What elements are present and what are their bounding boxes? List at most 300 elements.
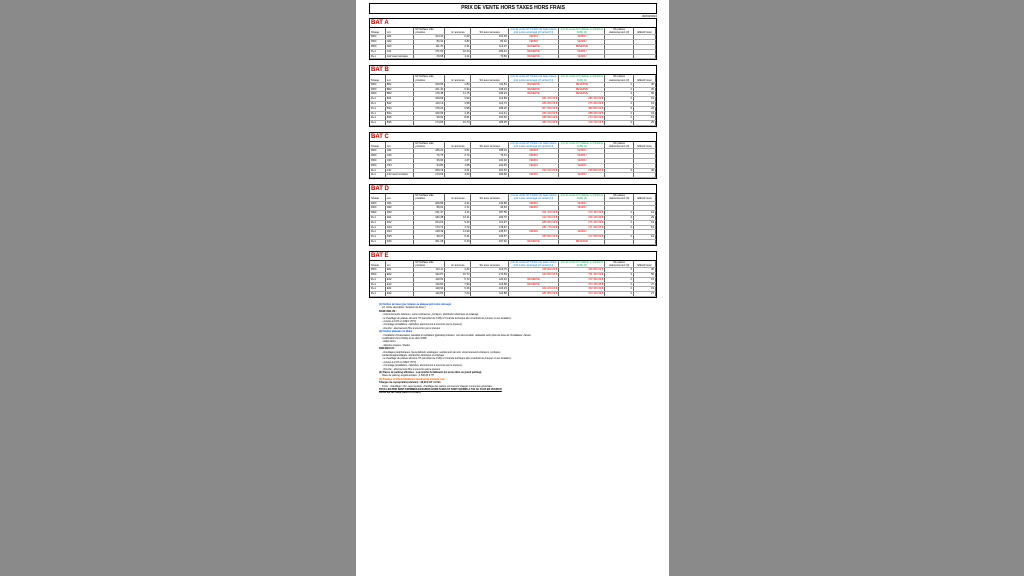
table-cell: 135,57 <box>471 230 508 235</box>
table-cell: R+1 <box>370 173 385 178</box>
table-cell: VENDU <box>508 40 559 45</box>
table-cell <box>605 239 634 244</box>
table-cell: 2 <box>605 82 634 87</box>
table-cell: 19 <box>633 287 655 292</box>
table-cell: 335 600,00 € <box>508 268 559 273</box>
table-cell: B14 <box>385 111 414 116</box>
table-cell: RÉSERVÉ <box>508 282 559 287</box>
table-cell: 2 <box>605 220 634 225</box>
table-cell: D13 <box>385 225 414 230</box>
table-cell: 193,70 <box>471 215 508 220</box>
table-cell: 74,43 <box>471 154 508 159</box>
table-cell: 27 <box>633 282 655 287</box>
building-title: BAT D <box>370 185 656 194</box>
table-cell: E12 <box>385 277 414 282</box>
table-cell: 11,75 <box>445 92 471 97</box>
table-cell: R+1 <box>370 168 385 173</box>
table-cell: D12 <box>385 220 414 225</box>
building-title: BAT E <box>370 252 656 261</box>
table-cell: 6,94 <box>445 87 471 92</box>
table-cell: RDC <box>370 272 385 277</box>
column-header: prix de vente HT plateau nu (finitions CHS) (2) <box>560 28 603 35</box>
table-cell: 4,64 <box>445 268 471 273</box>
table-cell: RDC <box>370 206 385 211</box>
table-cell: C03 <box>385 158 414 163</box>
table-cell: 2 <box>605 277 634 282</box>
table-cell: 50 <box>633 92 655 97</box>
table-cell: 276 400,00 € <box>559 220 605 225</box>
note-line: FRAIS DE NOTAIRE REDUITS (UNIS) <box>379 391 421 395</box>
table-cell: 110,14 <box>414 101 445 106</box>
table-cell: R+1 <box>370 235 385 240</box>
table-header-row <box>370 75 656 82</box>
table-cell: 7,04 <box>445 292 471 297</box>
price-table <box>370 75 656 126</box>
table-cell: 27 <box>633 292 655 297</box>
column-header: m² annexes <box>445 142 471 149</box>
table-cell: 289 000,00 € <box>508 220 559 225</box>
table-row <box>370 54 656 59</box>
table-cell: 238 800,00 € <box>559 168 605 173</box>
column-header: Niveau <box>370 28 385 35</box>
column-header: m² annexes <box>445 75 471 82</box>
table-cell: 332 300,00 € <box>559 287 605 292</box>
table-cell: 187,59 <box>471 211 508 216</box>
note-line: BASE INCLUS : <box>379 309 397 313</box>
table-cell: E13 <box>385 282 414 287</box>
table-cell: 4 <box>605 215 634 220</box>
table-cell: 339 100,00 € <box>508 168 559 173</box>
table-cell: VENDU <box>508 154 559 159</box>
table-cell: 114,72 <box>471 101 508 106</box>
column-header: Effectif maxi <box>633 194 655 201</box>
table-cell: 113,89 <box>471 97 508 102</box>
table-cell: 19 <box>633 116 655 121</box>
table-cell: RÉSERVÉ <box>508 54 559 59</box>
table-cell: 6,72 <box>445 277 471 282</box>
table-cell: 2,31 <box>445 45 471 50</box>
table-cell: A01 <box>385 35 414 40</box>
table-cell: 30 <box>633 87 655 92</box>
table-cell: RDC <box>370 35 385 40</box>
table-cell: 162,87 <box>414 272 445 277</box>
table-cell: 29 <box>633 121 655 126</box>
table-cell: R+1 <box>370 220 385 225</box>
table-cell: 261 100,00 € <box>508 211 559 216</box>
table-cell: 109,96 <box>414 97 445 102</box>
table-cell: RDC <box>370 45 385 50</box>
table-cell: 382 100,00 € <box>508 121 559 126</box>
table-cell: VENDU <box>559 54 605 59</box>
table-cell: 231,47 <box>414 211 445 216</box>
table-cell: VENDU <box>559 206 605 211</box>
table-cell: 176,22 <box>414 106 445 111</box>
table-cell: 19 <box>633 97 655 102</box>
table-cell: 326 800,00 € <box>559 268 605 273</box>
table-cell: 318 100,00 € <box>559 215 605 220</box>
table-cell: 182,23 <box>471 92 508 97</box>
table-cell: 4,63 <box>445 173 471 178</box>
table-cell: 116,68 <box>471 282 508 287</box>
table-cell: 186,20 <box>471 106 508 111</box>
table-cell: 6,16 <box>445 287 471 292</box>
table-cell: VENDU <box>559 154 605 159</box>
table-cell: VENDU <box>559 49 605 54</box>
note-line: (cf. notice descriptive "livraison de base") <box>382 306 426 310</box>
column-header: Effectif maxi <box>633 75 655 82</box>
table-cell: 19 <box>633 225 655 230</box>
table-cell: 10,73 <box>445 121 471 126</box>
note-line: TOUS LES PRIX SONT EXPRIMÉS EN EUROS HORS TAXES ET SONT SOUMIS A TVA AU TAUX EN VIGUEUR <box>379 388 502 392</box>
table-cell: 3,82 <box>445 40 471 45</box>
table-cell: 3 <box>605 268 634 273</box>
table-cell: 72,75 <box>414 154 445 159</box>
note-line: - Dalle béton <box>382 340 396 344</box>
table-cell: 281 770,00 € <box>508 225 559 230</box>
table-cell: 286 600,00 € <box>508 116 559 121</box>
note-line: NON INCLUS : <box>379 347 396 351</box>
table-cell: VENDU <box>559 230 605 235</box>
table-cell: 4,58 <box>445 101 471 106</box>
table-cell <box>633 54 655 59</box>
table-cell: D01 <box>385 201 414 206</box>
table-cell: 209,16 <box>414 168 445 173</box>
table-cell: RÉSERVÉ <box>508 45 559 50</box>
table-header-row <box>370 194 656 201</box>
table-cell: B13 <box>385 106 414 111</box>
table-cell: 19 <box>633 220 655 225</box>
table-cell: 483 800,00 € <box>559 106 605 111</box>
table-cell: R+1 <box>370 239 385 244</box>
table-cell: RÉSERVÉ <box>559 92 605 97</box>
column-header: Nb places stationnement (3) <box>605 194 634 201</box>
table-cell <box>633 173 655 178</box>
table-cell: 344 100,00 € <box>508 287 559 292</box>
table-cell: 4,11 <box>445 211 471 216</box>
column-header: prix de vente HT plateau nu (finitions CHS) (2) <box>560 194 603 201</box>
column-header: SU avec annexes <box>471 194 508 201</box>
table-cell: 19 <box>633 101 655 106</box>
table-cell: 114,41 <box>471 111 508 116</box>
note-line: - Comptage (installation, individuel, abonnement à souscrire par le preneur) <box>382 364 462 368</box>
building-block <box>369 65 657 127</box>
column-header: Lot <box>385 261 414 268</box>
column-header: m² annexes <box>445 194 471 201</box>
column-header: Effectif maxi <box>633 261 655 268</box>
note-line: - Installation d'évaporateur standard et ventilation (gainable) intérieur, non découvrable, réalisable selon plan de base de l'installateur, faisant <box>382 333 531 337</box>
table-cell: 272 300,00 € <box>559 235 605 240</box>
table-cell <box>633 239 655 244</box>
table-cell: 182,38 <box>414 215 445 220</box>
table-cell: 19 <box>633 111 655 116</box>
table-cell: R+1 <box>370 292 385 297</box>
table-cell: 373 100,00 € <box>559 282 605 287</box>
table-cell: 11,93 <box>445 230 471 235</box>
column-header: M² Surface utile privative <box>414 142 445 149</box>
table-cell: C12 avec terrasse <box>385 173 414 178</box>
table-header-row <box>370 142 656 149</box>
table-cell: 2 <box>605 235 634 240</box>
building-block <box>369 18 657 60</box>
price-table <box>370 28 656 59</box>
table-row <box>370 292 656 297</box>
building-title: BAT B <box>370 66 656 75</box>
table-cell: 2 <box>605 116 634 121</box>
table-cell: D02 <box>385 206 414 211</box>
table-cell: 270 100,00 € <box>559 211 605 216</box>
table-cell: 2 <box>605 292 634 297</box>
table-cell: VENDU <box>559 163 605 168</box>
table-cell: 2 <box>605 225 634 230</box>
table-cell: 201,28 <box>414 239 445 244</box>
column-header: Lot <box>385 142 414 149</box>
table-cell: RÉSERVÉ <box>508 92 559 97</box>
table-cell: 109,96 <box>414 111 445 116</box>
table-cell: 101,40 <box>414 87 445 92</box>
table-cell: 50 <box>633 272 655 277</box>
table-cell: 73,80 <box>471 54 508 59</box>
table-cell: B02 <box>385 87 414 92</box>
column-header: Effectif maxi <box>633 142 655 149</box>
note-line: - Doublages périphériques, faux-plafonds, éclairages, revêtements de sols, cloisonnements intérieurs, portiques, <box>382 350 501 354</box>
table-cell: 126,23 <box>471 287 508 292</box>
table-cell: 0,42 <box>445 35 471 40</box>
table-cell: 3,51 <box>445 149 471 154</box>
note-line: Place de parking supplémentaire : 4 500,00 € HT <box>382 374 434 378</box>
column-header: prix de vente HT Finition de base toiture prêt à être aménagé (cf verbal (1)) <box>508 261 559 268</box>
table-cell: 4,11 <box>445 54 471 59</box>
table-cell: VENDU <box>508 230 559 235</box>
column-header: m² annexes <box>445 28 471 35</box>
table-cell: R+1 <box>370 49 385 54</box>
column-header: SU avec annexes <box>471 142 508 149</box>
note-line: modification (hors fluide) d'une demi-PMR <box>382 336 427 340</box>
table-cell: RDC <box>370 92 385 97</box>
table-cell: 280 900,00 € <box>508 235 559 240</box>
table-cell: 8,61 <box>445 116 471 121</box>
table-cell: 1,08 <box>445 163 471 168</box>
table-cell: 2,74 <box>445 154 471 159</box>
table-cell: 69,68 <box>414 54 445 59</box>
table-cell: 5,43 <box>445 220 471 225</box>
table-cell: C11 <box>385 168 414 173</box>
table-row <box>370 239 656 244</box>
table-cell: R+1 <box>370 287 385 292</box>
column-header: prix de vente HT Finition de base toiture prêt à être aménagé (cf verbal (1)) <box>508 194 559 201</box>
table-cell: 174,86 <box>414 121 445 126</box>
table-cell: D14 <box>385 230 414 235</box>
table-cell: A12 avec terrasse <box>385 54 414 59</box>
table-cell: R+1 <box>370 106 385 111</box>
column-header: Lot <box>385 194 414 201</box>
table-cell: E01 <box>385 268 414 273</box>
table-cell: RDC <box>370 40 385 45</box>
table-cell: VENDU <box>508 158 559 163</box>
table-cell: VENDU <box>508 201 559 206</box>
table-cell: D16 <box>385 239 414 244</box>
table-cell: B15 <box>385 116 414 121</box>
table-cell: 2 <box>605 211 634 216</box>
table-cell: E21 <box>385 287 414 292</box>
table-cell: 281 800,00 € <box>508 292 559 297</box>
column-header: M² Surface utile privative <box>414 261 445 268</box>
note-line: (3) Places de parking affectées : à proximité du bâtiment (en accès libre ou grand parking) <box>379 371 482 375</box>
column-header: Niveau <box>370 194 385 201</box>
table-cell: 116,88 <box>471 292 508 297</box>
table-cell: VENDU <box>508 206 559 211</box>
table-cell: 373 100,00 € <box>559 292 605 297</box>
table-cell: 2 <box>605 101 634 106</box>
table-cell: 108,34 <box>471 87 508 92</box>
table-cell: 209,85 <box>414 201 445 206</box>
table-cell: D11 <box>385 215 414 220</box>
table-cell: 3 <box>605 106 634 111</box>
table-cell: VENDU <box>508 173 559 178</box>
table-cell: R+1 <box>370 225 385 230</box>
table-cell: 10,14 <box>445 49 471 54</box>
table-cell: RDC <box>370 82 385 87</box>
table-cell: A02 <box>385 40 414 45</box>
table-cell: 2 <box>605 97 634 102</box>
table-cell: 10,73 <box>445 272 471 277</box>
column-header: M² Surface utile privative <box>414 28 445 35</box>
table-cell: E22 <box>385 292 414 297</box>
table-cell: 29 <box>633 215 655 220</box>
table-cell: RÉSERVÉ <box>559 87 605 92</box>
table-cell: RDC <box>370 211 385 216</box>
column-header: prix de vente HT Finition de base toiture prêt à être aménagé (cf verbal (1)) <box>508 28 559 35</box>
table-cell: C04 <box>385 163 414 168</box>
note-line: - Comptage (installation, individuel, abonnement à souscrire par le preneur) <box>382 323 462 327</box>
column-header: SU avec annexes <box>471 28 508 35</box>
table-cell: 201,57 <box>471 168 508 173</box>
table-cell: 173,59 <box>471 272 508 277</box>
column-header: Lot <box>385 75 414 82</box>
building-block <box>369 132 657 179</box>
note-line: Inclus : chauffage / clim, taxe foncière, chauffage des parties communes/ charges communes générales <box>382 384 492 388</box>
table-cell: 94,80 <box>414 163 445 168</box>
table-cell: 101,02 <box>471 158 508 163</box>
table-cell: 113,07 <box>471 45 508 50</box>
table-cell: 29 <box>633 106 655 111</box>
column-header: prix de vente HT plateau nu (finitions CHS) (2) <box>560 141 603 149</box>
table-cell: 116,84 <box>414 292 445 297</box>
table-cell: VENDU <box>559 158 605 163</box>
table-cell: 104,42 <box>414 35 445 40</box>
table-cell: B03 <box>385 92 414 97</box>
table-cell: 213,86 <box>471 201 508 206</box>
table-cell: D15 <box>385 235 414 240</box>
note-line: Charges de copropriété (estimées) : 28,90 € HT / m²/an <box>379 381 441 385</box>
table-cell: VENDU <box>559 173 605 178</box>
table-cell: 2 <box>605 87 634 92</box>
table-cell: 288 200,00 € <box>559 111 605 116</box>
table-cell: RDC <box>370 163 385 168</box>
table-cell: 197,92 <box>471 239 508 244</box>
table-cell: 3,93 <box>445 97 471 102</box>
table-cell: 109,96 <box>414 82 445 87</box>
table-cell: 276 300,00 € <box>559 101 605 106</box>
table-cell: 185,20 <box>414 149 445 154</box>
column-header: SU avec annexes <box>471 75 508 82</box>
column-header: Nb places stationnement (3) <box>605 28 634 35</box>
table-cell <box>605 173 634 178</box>
table-cell: 94,63 <box>471 206 508 211</box>
note-line: - le chauffage du plateau dessiné HT (aérothermie CVR) et Contrôle technique dès à l'activité du preneur et ses locataires <box>382 316 511 320</box>
table-cell: VENDU <box>508 35 559 40</box>
notes-section <box>369 303 657 395</box>
table-cell: 174,09 <box>414 173 445 178</box>
table-cell: 116,84 <box>414 282 445 287</box>
table-cell: R+1 <box>370 121 385 126</box>
column-header: Nb places stationnement (3) <box>605 75 634 82</box>
table-cell: 99,27 <box>414 235 445 240</box>
table-cell: VENDU <box>508 149 559 154</box>
table-cell: 19 <box>633 211 655 216</box>
table-cell: 30 <box>633 268 655 273</box>
table-cell: 30 <box>633 168 655 173</box>
note-line: - Douche : abonnement fibre à souscrire par le preneur <box>382 367 441 371</box>
table-cell: 2 <box>605 287 634 292</box>
table-cell: 2 <box>605 282 634 287</box>
table-cell: 280 000,00 € <box>508 101 559 106</box>
note-line: - le chauffage du plateau dessiné HT (aérothermie CVR) et Contrôle technique dès à l'activité du preneur et ses locataires <box>382 357 511 361</box>
table-cell: 178,97 <box>471 225 508 230</box>
table-cell: RÉSERVÉ <box>559 82 605 87</box>
table-cell: 110,97 <box>471 220 508 225</box>
document-title: PRIX DE VENTE HORS TAXES HORS FRAIS <box>369 3 657 14</box>
column-header: Niveau <box>370 261 385 268</box>
column-header: M² Surface utile privative <box>414 194 445 201</box>
table-cell: 19 <box>633 277 655 282</box>
table-cell: 2 <box>605 111 634 116</box>
table-cell: 185,35 <box>471 121 508 126</box>
table-cell: RDC <box>370 201 385 206</box>
note-line: - cuisine à 4 MT et 4 REV (TTC) <box>382 360 417 364</box>
table-cell: A11 <box>385 49 414 54</box>
table-cell: 3 <box>605 121 634 126</box>
note-line: - cuisine à 4 MT et 4 REV (TTC) <box>382 319 417 323</box>
column-header: Niveau <box>370 142 385 149</box>
document-page <box>356 0 669 576</box>
table-cell: 4,21 <box>445 201 471 206</box>
table-cell: 100,93 <box>471 163 508 168</box>
column-header: prix de vente HT plateau nu (finitions CHS) (2) <box>560 75 603 82</box>
table-cell: R+1 <box>370 101 385 106</box>
building-block <box>369 251 657 298</box>
table-cell: RÉSERVÉ <box>508 277 559 282</box>
buildings-list <box>369 18 657 298</box>
table-cell: 173,72 <box>414 225 445 230</box>
column-header: M² Surface utile privative <box>414 75 445 82</box>
table-cell: VENDU <box>559 201 605 206</box>
table-cell <box>605 54 634 59</box>
table-cell: R+1 <box>370 277 385 282</box>
table-cell: 105,57 <box>471 235 508 240</box>
table-cell: R+1 <box>370 215 385 220</box>
column-header: Effectif maxi <box>633 28 655 35</box>
note-line: (4) Pratique et Effectif Maximum maximal au moment créé <box>379 377 445 381</box>
table-cell: 273 200,00 € <box>559 116 605 121</box>
column-header: m² annexes <box>445 261 471 268</box>
table-cell: 286 200,00 € <box>559 97 605 102</box>
table-cell: 119,92 <box>414 287 445 292</box>
note-line: (1) Finition de base type toiturée au plateau prêt à être découpé <box>379 302 451 306</box>
column-header: prix de vente HT Finition de base toiture prêt à être aménagé (cf verbal (1)) <box>508 75 559 82</box>
table-cell: 95,92 <box>414 158 445 163</box>
table-cell: 113,11 <box>414 268 445 273</box>
table-cell: 30 <box>633 82 655 87</box>
